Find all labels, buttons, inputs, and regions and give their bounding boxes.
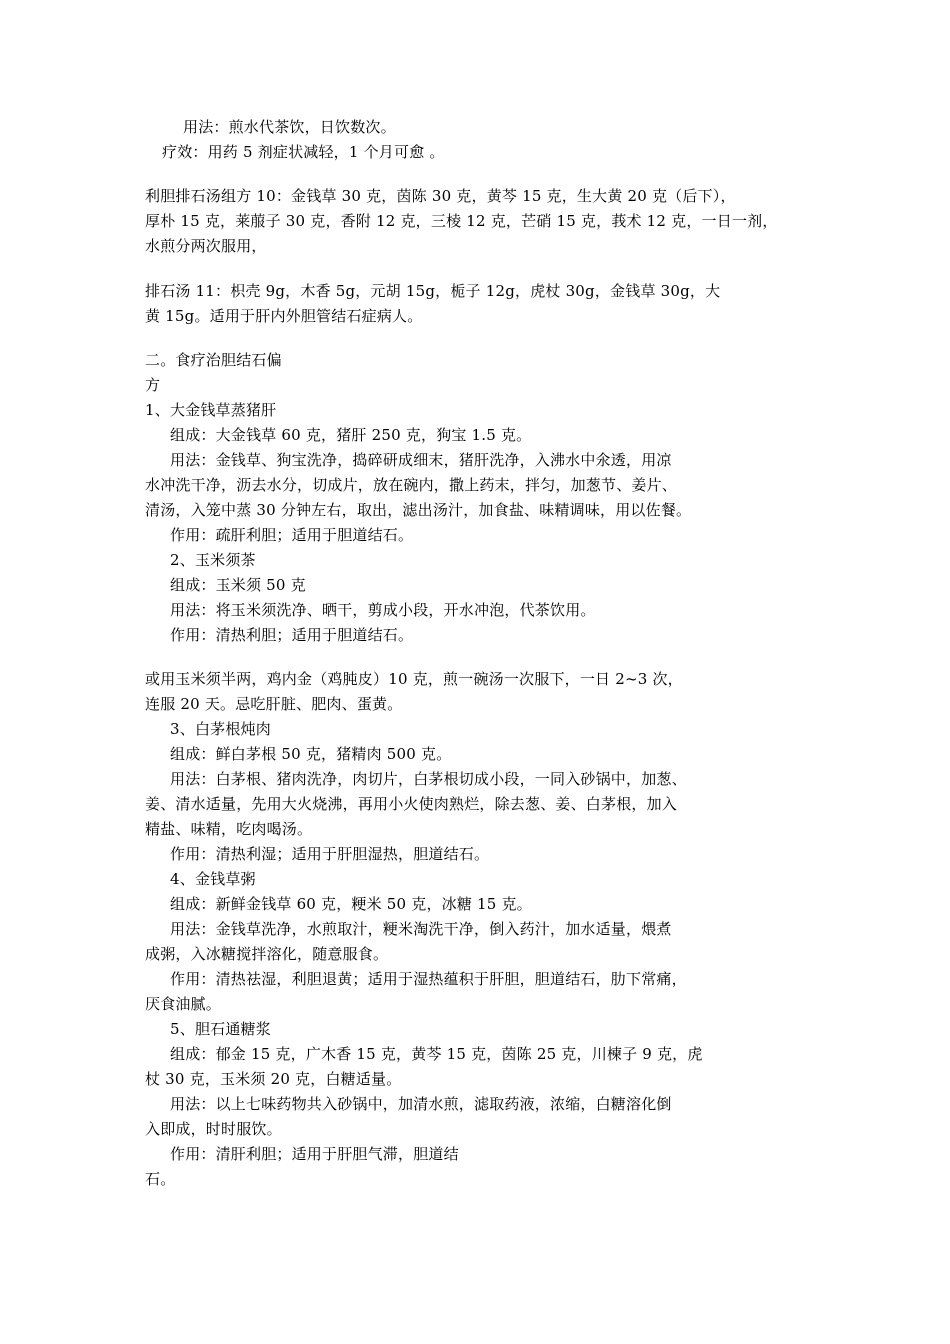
- formula-10-line-3: 水煎分两次服用，: [145, 237, 267, 255]
- recipe-4-effect-1: 作用：清热祛湿，利胆退黄；适用于湿热蕴积于肝胆，胆道结石，肋下常痛，: [170, 970, 687, 988]
- recipe-1-composition: 组成：大金钱草 60 克，猪肝 250 克，狗宝 1.5 克。: [170, 426, 532, 444]
- recipe-1-usage-3: 清汤，入笼中蒸 30 分钟左右，取出，滤出汤汁，加食盐、味精调味，用以佐餐。: [145, 501, 692, 519]
- formula-11-line-2: 黄 15g。适用于肝内外胆管结石症病人。: [145, 307, 423, 325]
- recipe-1-title: 1、大金钱草蒸猪肝: [145, 401, 277, 419]
- recipe-3-title: 3、白茅根炖肉: [170, 720, 271, 738]
- alt-usage-line-2: 连服 20 天。忌吃肝脏、肥肉、蛋黄。: [145, 695, 403, 713]
- recipe-5-usage-2: 入即成，时时服饮。: [145, 1120, 282, 1138]
- effect-line: 疗效：用药 5 剂症状减轻，1 个月可愈 。: [162, 143, 445, 161]
- formula-10-line-2: 厚朴 15 克，莱菔子 30 克，香附 12 克，三棱 12 克，芒硝 15 克，莪术 12 克，一日一剂，: [145, 212, 778, 230]
- formula-10-line-1: 利胆排石汤组方 10：金钱草 30 克，茵陈 30 克，黄芩 15 克，生大黄 20 克（后下），: [145, 187, 736, 205]
- section-heading-cont: 方: [145, 376, 161, 394]
- recipe-4-usage-1: 用法：金钱草洗净，水煎取汁，粳米淘洗干净，倒入药汁，加水适量，煨煮: [170, 920, 672, 938]
- recipe-4-effect-2: 厌食油腻。: [145, 995, 222, 1013]
- formula-11-line-1: 排石汤 11：枳壳 9g，木香 5g，元胡 15g，栀子 12g，虎杖 30g，金钱草 30g，大: [145, 282, 721, 300]
- recipe-3-usage-3: 精盐、味精，吃肉喝汤。: [145, 820, 313, 838]
- recipe-1-effect: 作用：疏肝利胆；适用于胆道结石。: [170, 526, 414, 544]
- recipe-1-usage-2: 水冲洗干净，沥去水分，切成片，放在碗内，撒上药末，拌匀，加葱节、姜片、: [145, 476, 678, 494]
- recipe-2-title: 2、玉米须茶: [170, 551, 256, 569]
- recipe-5-usage-1: 用法：以上七味药物共入砂锅中，加清水煎，滤取药液，浓缩，白糖溶化倒: [170, 1095, 672, 1113]
- recipe-4-usage-2: 成粥，入冰糖搅拌溶化，随意服食。: [145, 945, 389, 963]
- recipe-5-effect-1: 作用：清肝利胆；适用于肝胆气滞，胆道结: [170, 1145, 459, 1163]
- recipe-4-composition: 组成：新鲜金钱草 60 克，粳米 50 克，冰糖 15 克。: [170, 895, 532, 913]
- recipe-4-title: 4、金钱草粥: [170, 870, 256, 888]
- recipe-1-usage-1: 用法：金钱草、狗宝洗净，捣碎研成细末，猪肝洗净，入沸水中氽透，用凉: [170, 451, 672, 469]
- recipe-2-effect: 作用：清热利胆；适用于胆道结石。: [170, 626, 414, 644]
- alt-usage-line-1: 或用玉米须半两，鸡内金（鸡肫皮）10 克，煎一碗汤一次服下，一日 2~3 次，: [145, 670, 683, 688]
- recipe-3-usage-1: 用法：白茅根、猪肉洗净，肉切片，白茅根切成小段，一同入砂锅中，加葱、: [170, 770, 687, 788]
- recipe-3-usage-2: 姜、清水适量，先用大火烧沸，再用小火使肉熟烂，除去葱、姜、白茅根，加入: [145, 795, 678, 813]
- recipe-2-composition: 组成：玉米须 50 克: [170, 576, 306, 594]
- section-heading: 二。食疗治胆结石偏: [145, 351, 282, 369]
- recipe-3-effect: 作用：清热利湿；适用于肝胆湿热，胆道结石。: [170, 845, 490, 863]
- usage-line: 用法：煎水代茶饮，日饮数次。: [183, 118, 396, 136]
- recipe-5-effect-2: 石。: [145, 1170, 176, 1188]
- recipe-5-title: 5、胆石通糖浆: [170, 1020, 271, 1038]
- recipe-2-usage: 用法：将玉米须洗净、晒干，剪成小段，开水冲泡，代茶饮用。: [170, 601, 596, 619]
- recipe-5-composition-2: 杖 30 克，玉米须 20 克，白糖适量。: [145, 1070, 402, 1088]
- recipe-5-composition-1: 组成：郁金 15 克，广木香 15 克，黄芩 15 克，茵陈 25 克，川楝子 9 克，虎: [170, 1045, 703, 1063]
- recipe-3-composition: 组成：鲜白茅根 50 克，猪精肉 500 克。: [170, 745, 452, 763]
